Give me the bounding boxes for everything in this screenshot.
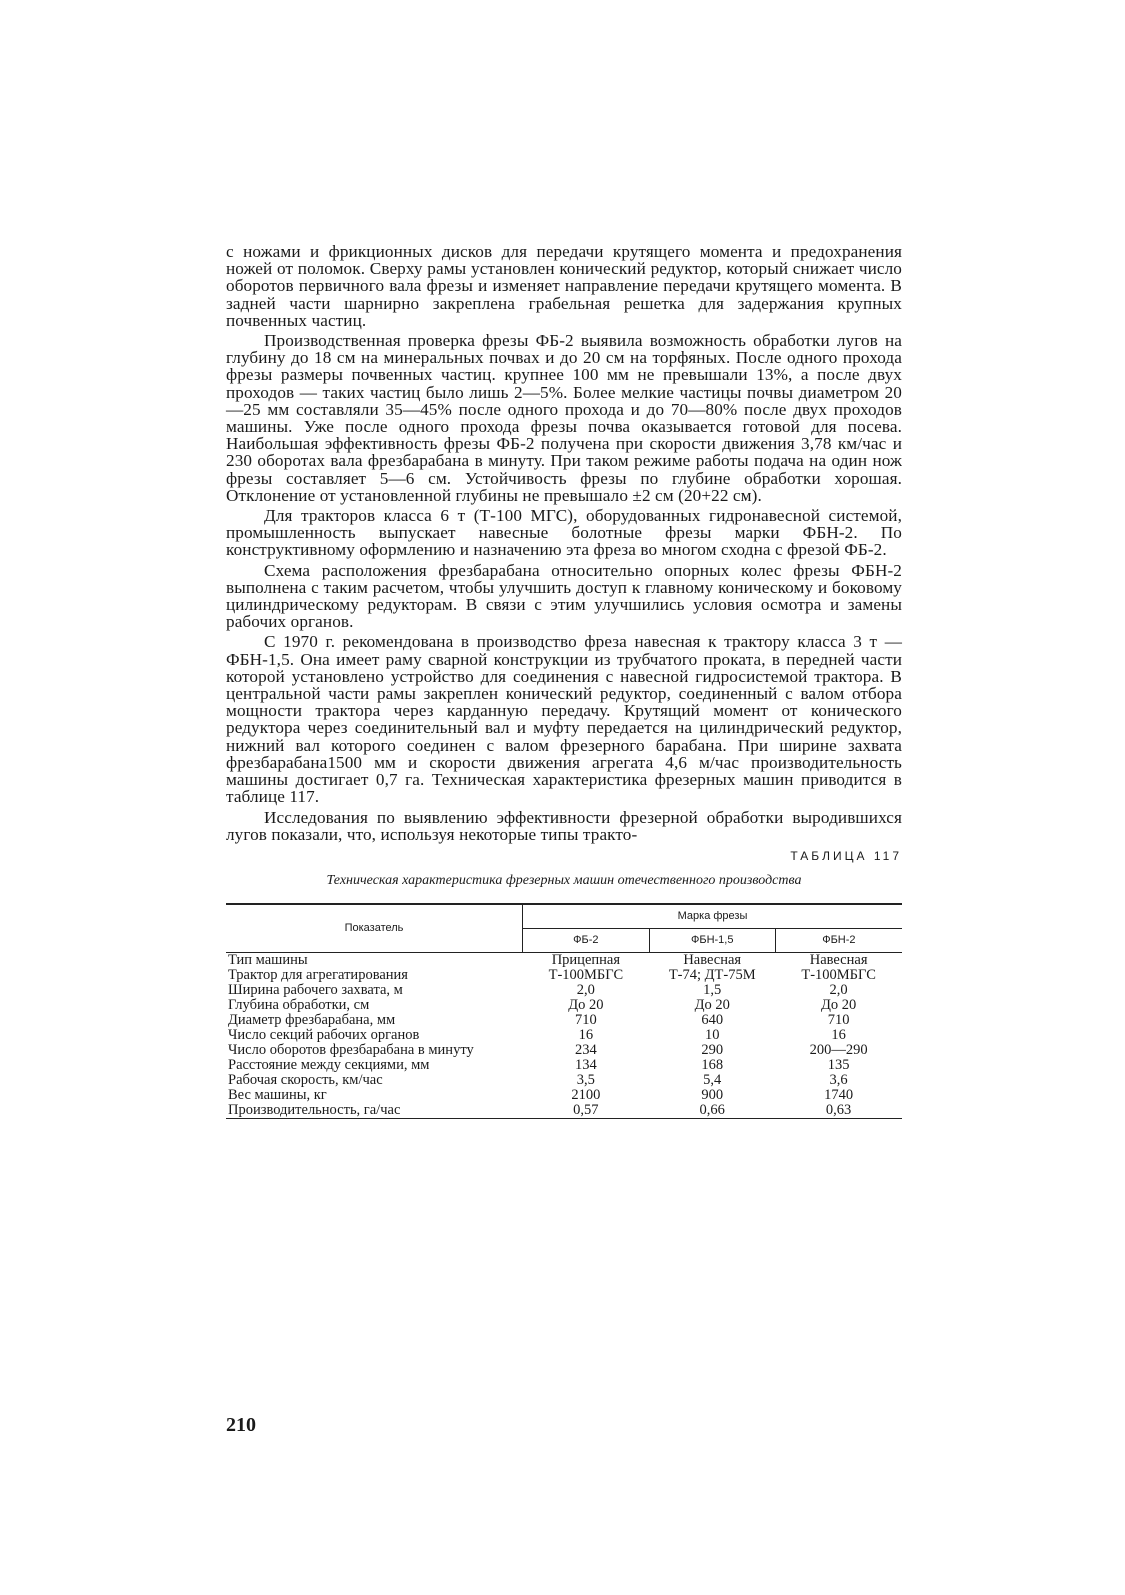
table-caption: Техническая характеристика фрезерных машин отечественного производства	[326, 872, 802, 888]
row-value: Т-100МБГС	[548, 966, 624, 983]
column-header: ФБН-2	[775, 928, 902, 952]
row-name: Расстояние между секциями, мм	[228, 1056, 430, 1073]
row-value: 290	[701, 1041, 724, 1058]
row-value: 710	[827, 1011, 850, 1028]
row-name: Глубина обработки, см	[228, 996, 370, 1013]
row-value: 134	[574, 1056, 597, 1073]
row-value: 10	[704, 1026, 720, 1043]
row-name: Тип машины	[228, 951, 308, 968]
header-indicator: Показатель	[226, 904, 523, 953]
row-value: 1,5	[703, 981, 722, 998]
row-value: До 20	[694, 996, 730, 1013]
page-number: 210	[226, 1414, 256, 1436]
row-value: 2,0	[576, 981, 595, 998]
row-name: Диаметр фрезбарабана, мм	[228, 1011, 396, 1028]
row-value: 0,66	[699, 1101, 725, 1118]
paragraph-5: С 1970 г. рекомендована в производство фреза навесная к трактору класса 3 т — ФБН-1,5. Она имеет раму сварной конструкции из трубчатого проката, в передней части которой установлено устройство для соединения с навесной гидросистемой трактора. В центральной части рамы закреплен конический редуктор, соединенный с валом отбора мощности трактора через карданную передачу. Крутящий момент от конического редуктора через соединительный вал и муфту передается на цилиндрический редуктор, нижний вал которого соединен с валом фрезерного барабана. При ширине захвата фрезбарабана1500 мм и скорости движения агрегата 4,6 м/час производительность машины достигает 0,7 га. Техническая характеристика фрезерных машин приводится в таблице 117.	[226, 632, 902, 807]
row-value: 16	[578, 1026, 594, 1043]
row-value: 135	[827, 1056, 850, 1073]
row-value: 2100	[571, 1086, 601, 1103]
row-name: Число секций рабочих органов	[228, 1026, 420, 1043]
table-row	[226, 1013, 902, 1028]
row-value: 900	[701, 1086, 724, 1103]
row-value: Навесная	[683, 951, 742, 968]
spec-table	[226, 903, 902, 1119]
paragraph-6: Исследования по выявлению эффективности фрезерной обработки выродившихся лугов показали, что, используя некоторые типы тракто-	[226, 807, 902, 844]
row-value: Прицепная	[551, 951, 621, 968]
row-value: Навесная	[809, 951, 868, 968]
table-row	[226, 1058, 902, 1073]
header-group: Марка фрезы	[523, 904, 903, 929]
paragraph-1: с ножами и фрикционных дисков для передачи крутящего момента и предохранения ножей от поломок. Сверху рамы установлен конический редуктор, который снижает число оборотов первичного вала фрезы и изменяет направление передачи крутящего момента. В задней части шарнирно закреплена грабельная решетка для задержания крупных почвенных частиц.	[226, 242, 902, 330]
row-value: 5,4	[703, 1071, 722, 1088]
row-value: До 20	[568, 996, 604, 1013]
page-body	[226, 243, 902, 1119]
row-value: 3,6	[829, 1071, 848, 1088]
table-row	[226, 1088, 902, 1103]
table-label: ТАБЛИЦА 117	[790, 848, 902, 863]
column-header: ФБ-2	[523, 928, 650, 952]
table-row	[226, 1073, 902, 1088]
row-value: 3,5	[576, 1071, 595, 1088]
table-row	[226, 1028, 902, 1043]
row-name: Трактор для агрегатирования	[228, 966, 408, 983]
row-value: 640	[701, 1011, 724, 1028]
row-name: Вес машины, кг	[228, 1086, 327, 1103]
table-row	[226, 952, 902, 968]
row-value: Т-100МБГС	[801, 966, 876, 983]
row-value: 2,0	[829, 981, 848, 998]
row-value: 168	[701, 1056, 724, 1073]
table-row	[226, 983, 902, 998]
column-header: ФБН-1,5	[649, 928, 775, 952]
row-value: 1740	[824, 1086, 854, 1103]
paragraph-2: Производственная проверка фрезы ФБ-2 выявила возможность обработки лугов на глубину до 18 см на минеральных почвах и до 20 см на торфяных. После одного прохода фрезы размеры почвенных частиц. крупнее 100 мм не превышали 13%, а после двух проходов — таких частиц было лишь 2—5%. Более мелкие частицы почвы диаметром 20—25 мм составляли 35—45% после одного прохода и до 70—80% после двух проходов машины. Уже после одного прохода фрезы почва оказывается готовой для посева. Наибольшая эффективность фрезы ФБ-2 получена при скорости движения 3,78 км/час и 230 оборотах вала фрезбарабана в минуту. При таком режиме работы подача на один нож фрезы составляет 5—6 см. Устойчивость фрезы по глубине обработки хорошая. Отклонение от установленной глубины не превышало ±2 см (20+22 см).	[226, 331, 902, 505]
row-value: До 20	[820, 996, 857, 1013]
row-value: 710	[574, 1011, 597, 1028]
row-value: 200—290	[809, 1041, 868, 1058]
table-row	[226, 998, 902, 1013]
row-name: Производительность, га/час	[228, 1101, 401, 1118]
paragraph-4: Схема расположения фрезбарабана относительно опорных колес фрезы ФБН-2 выполнена с таким расчетом, чтобы улучшить доступ к главному коническому и боковому цилиндрическому редукторам. В связи с этим улучшились условия осмотра и замены рабочих органов.	[226, 560, 902, 632]
table-row	[226, 1043, 902, 1058]
row-value: 234	[574, 1041, 597, 1058]
row-value: Т-74; ДТ-75М	[668, 966, 756, 983]
row-name: Число оборотов фрезбарабана в минуту	[228, 1041, 474, 1058]
table-row	[226, 968, 902, 983]
row-value: 0,57	[573, 1101, 599, 1118]
table-row	[226, 1103, 902, 1119]
row-name: Ширина рабочего захвата, м	[228, 981, 403, 998]
row-name: Рабочая скорость, км/час	[228, 1071, 383, 1088]
row-value: 0,63	[825, 1101, 852, 1118]
table-body	[226, 952, 902, 1118]
paragraph-3: Для тракторов класса 6 т (Т-100 МГС), оборудованных гидронавесной системой, промышленность выпускает навесные болотные фрезы марки ФБН-2. По конструктивному оформлению и назначению эта фреза во многом сходна с фрезой ФБ-2.	[226, 506, 902, 560]
row-value: 16	[831, 1026, 846, 1043]
